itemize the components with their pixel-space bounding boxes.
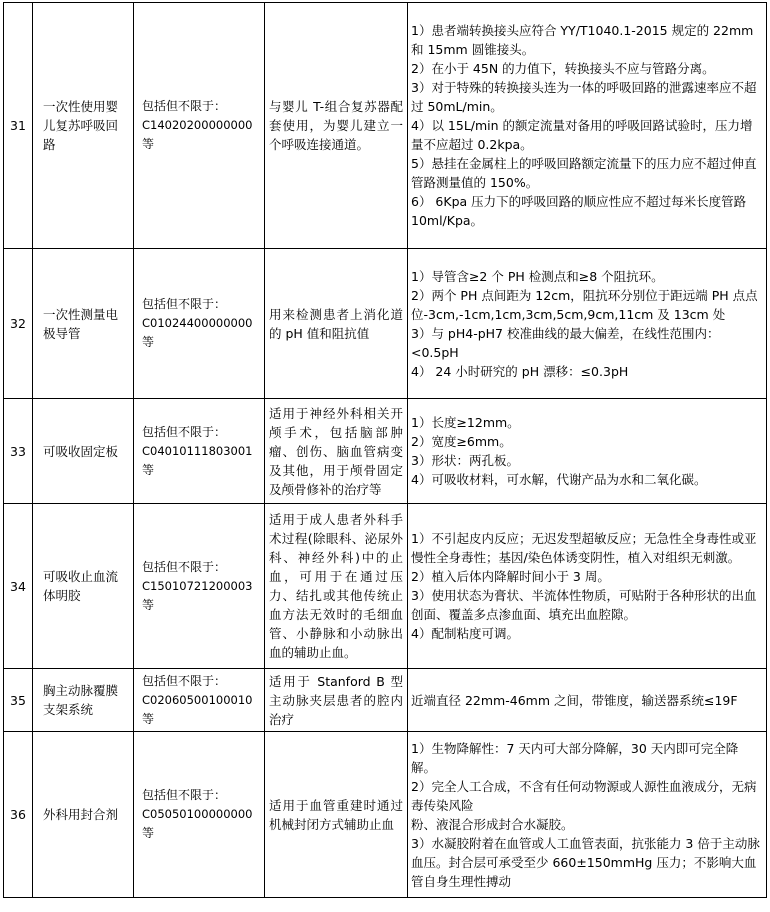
product-code-cell	[134, 399, 265, 504]
row-number: 34	[4, 504, 33, 669]
product-code-cell	[134, 504, 265, 669]
requirement-item: 4） 24 小时研究的 pH 漂移：≤0.3pH	[411, 363, 629, 379]
requirement-item: 近端直径 22mm-46mm 之间，带锥度，输送器系统≤19F	[411, 692, 738, 708]
product-name: 可吸收固定板	[33, 399, 134, 504]
requirement-item: 3）与 pH4-pH7 校准曲线的最大偏差，在线性范围内：<0.5pH	[411, 325, 720, 360]
requirements-cell	[408, 504, 767, 669]
code-prefix: 包括但不限于：	[142, 424, 227, 439]
code-suffix: 等	[142, 597, 155, 612]
requirement-item: 5）悬挂在金属柱上的呼吸回路额定流量下的压力应不超过伸直管路测量值的 150%。	[411, 156, 757, 190]
product-code: C01024400000000	[142, 316, 253, 330]
product-code: C04010111803001	[142, 443, 253, 458]
requirement-item: 2）植入后体内降解时间小于 3 周。	[411, 569, 610, 584]
requirement-item: 2）宽度≥6mm。	[411, 434, 512, 449]
table-body	[4, 3, 767, 898]
product-description: 适用于成人患者外科手术过程(除眼科、泌尿外科、神经外科)中的止血，可用于在通过压力、结扎或其他传统止血方法无效时的毛细血管、小静脉和小动脉出血的辅助止血。	[265, 504, 408, 669]
row-number: 31	[4, 3, 33, 249]
requirement-item: 2）两个 PH 点间距为 12cm，阻抗环分别位于距远端 PH 点点位-3cm,-1cm,1cm,3cm,5cm,9cm,11cm 及 13cm 处	[411, 287, 758, 322]
code-suffix: 等	[142, 137, 155, 151]
product-name: 一次性使用婴儿复苏呼吸回路	[33, 3, 134, 249]
product-name: 胸主动脉覆膜支架系统	[33, 669, 134, 732]
requirements-cell	[408, 3, 767, 249]
requirement-item: 3）形状：两孔板。	[411, 453, 519, 468]
row-number: 36	[4, 732, 33, 898]
requirement-item: 3）水凝胶附着在血管或人工血管表面，抗张能力 3 倍于主动脉血压。封合层可承受至少 660±150mmHg 压力；不影响大血管自身生理性搏动	[411, 835, 760, 889]
product-code-cell	[134, 669, 265, 732]
table-row	[4, 669, 767, 732]
requirement-item: 2）完全人工合成，不含有任何动物源或人源性血液成分，无病毒传染风险	[411, 778, 757, 813]
product-code: C14020200000000	[142, 118, 253, 132]
code-suffix: 等	[142, 826, 155, 840]
table-row	[4, 249, 767, 399]
product-description: 适用于血管重建时通过机械封闭方式辅助止血	[265, 732, 408, 898]
code-prefix: 包括但不限于：	[142, 559, 227, 574]
product-code: C15010721200003	[142, 578, 253, 593]
code-prefix: 包括但不限于：	[142, 297, 227, 311]
code-prefix: 包括但不限于：	[142, 99, 227, 113]
code-suffix: 等	[142, 711, 155, 726]
product-code-cell	[134, 732, 265, 898]
requirement-item: 4）配制粘度可调。	[411, 626, 519, 641]
requirement-item: 1）患者端转换接头应符合 YY/T1040.1-2015 规定的 22mm 和 15mm 圆锥接头。	[411, 23, 754, 57]
requirement-item: 1）生物降解性：7 天内可大部分降解，30 天内即可完全降解。	[411, 740, 739, 775]
table-row	[4, 399, 767, 504]
requirement-item: 3）对于特殊的转换接头连为一体的呼吸回路的泄露速率应不超过 50mL/min。	[411, 80, 757, 114]
requirement-item: 6） 6Kpa 压力下的呼吸回路的顺应性应不超过每米长度管路 10ml/Kpa。	[411, 194, 747, 228]
requirement-item: 1）长度≥12mm。	[411, 415, 520, 430]
code-suffix: 等	[142, 462, 155, 477]
table-row	[4, 732, 767, 898]
requirement-item: 3）使用状态为膏状、半流体性物质，可贴附于各种形状的出血创面、覆盖多点渗血面、填充出血腔隙。	[411, 588, 757, 622]
code-prefix: 包括但不限于：	[142, 788, 227, 802]
row-number: 32	[4, 249, 33, 399]
requirements-cell	[408, 732, 767, 898]
product-code: C05050100000000	[142, 807, 253, 821]
product-description: 与婴儿 T-组合复苏器配套使用，为婴儿建立一个呼吸连接通道。	[265, 3, 408, 249]
code-prefix: 包括但不限于：	[142, 673, 227, 688]
product-description: 适用于神经外科相关开颅手术，包括脑部肿瘤、创伤、脑血管病变及其他，用于颅骨固定及颅骨修补的治疗等	[265, 399, 408, 504]
requirement-item: 粉、液混合形成封合水凝胶。	[411, 816, 574, 832]
table-row	[4, 504, 767, 669]
product-description: 用来检测患者上消化道的 pH 值和阻抗值	[265, 249, 408, 399]
row-number: 33	[4, 399, 33, 504]
product-name: 可吸收止血流体明胶	[33, 504, 134, 669]
requirement-item: 1）导管含≥2 个 PH 检测点和≥8 个阻抗环。	[411, 268, 664, 284]
requirement-item: 4）可吸收材料，可水解，代谢产品为水和二氧化碳。	[411, 472, 707, 487]
requirement-item: 1）不引起皮内反应；无迟发型超敏反应；无急性全身毒性或亚慢性全身毒性；基因/染色体诱变阴性，植入对组织无刺激。	[411, 531, 757, 565]
requirements-cell	[408, 399, 767, 504]
device-spec-table	[3, 2, 767, 898]
requirements-cell	[408, 669, 767, 732]
requirements-cell	[408, 249, 767, 399]
product-code-cell	[134, 3, 265, 249]
product-code-cell	[134, 249, 265, 399]
product-name: 外科用封合剂	[33, 732, 134, 898]
product-description: 适用于 Stanford B 型主动脉夹层患者的腔内治疗	[265, 669, 408, 732]
product-code: C02060500100010	[142, 692, 253, 707]
code-suffix: 等	[142, 335, 155, 349]
table-row	[4, 3, 767, 249]
requirement-item: 4）以 15L/min 的额定流量对备用的呼吸回路试验时，压力增量不应超过 0.2kpa。	[411, 118, 753, 152]
requirement-item: 2）在小于 45N 的力值下，转换接头不应与管路分离。	[411, 61, 715, 76]
product-name: 一次性测量电极导管	[33, 249, 134, 399]
row-number: 35	[4, 669, 33, 732]
